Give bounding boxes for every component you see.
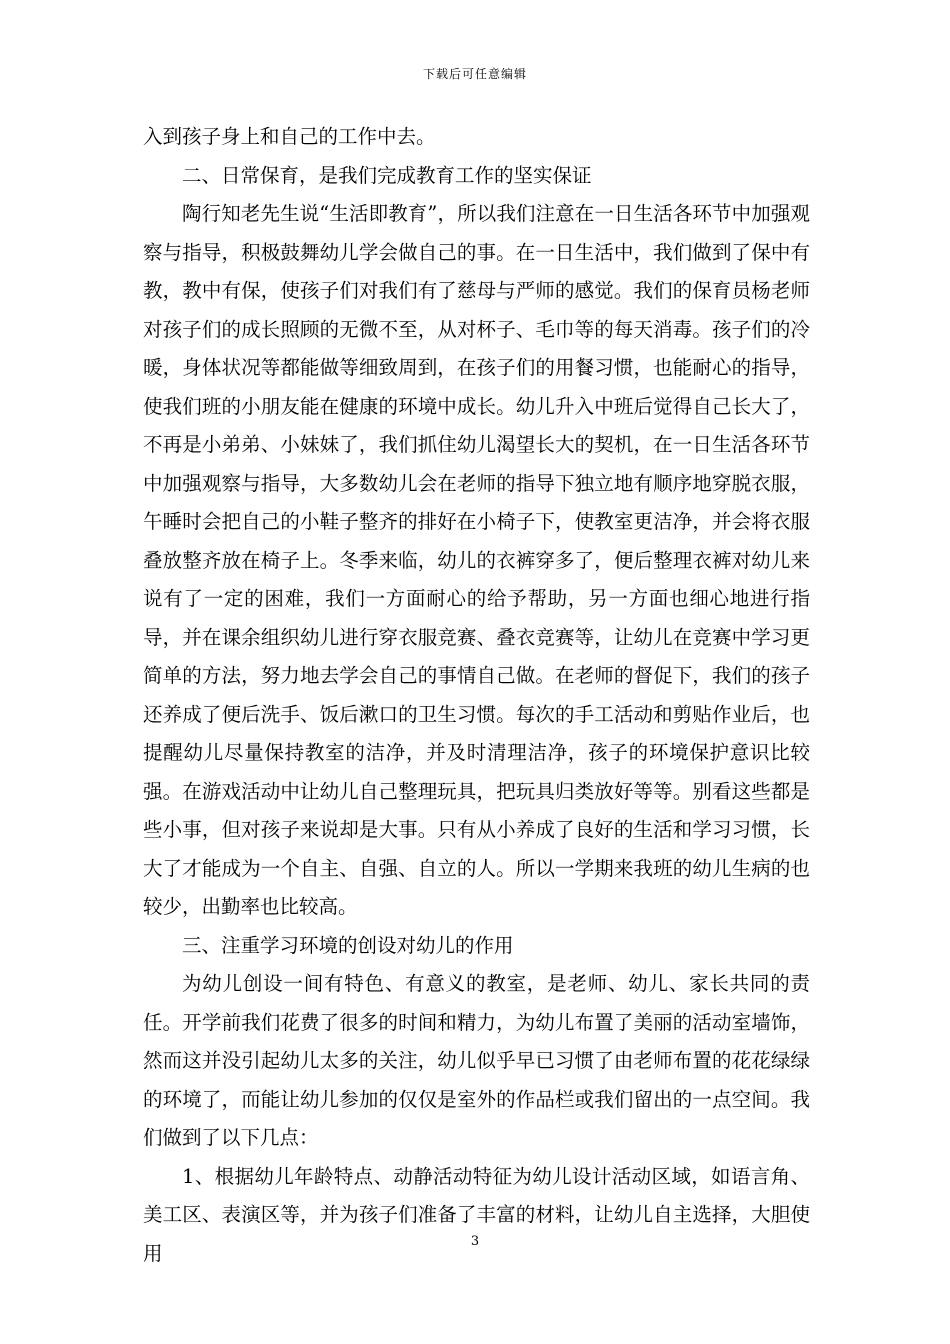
section-heading-learning-environment: 三、注重学习环境的创设对幼儿的作用	[182, 933, 514, 957]
paragraph-daily-care: 陶行知老先生说“生活即教育”，所以我们注意在一日生活各环节中加强观察与指导，积极鼓舞幼儿学会做自己的事。在一日生活中，我们做到了保中有教，教中有保，使孩子们对我们有了慈母与严师的感觉。我们的保育员杨老师对孩子们的成长照顾的无微不至，从对杯子、毛巾等的每天消毒。孩子们的冷暖，身体状况等都能做等细致周到，在孩子们的用餐习惯，也能耐心的指导，使我们班的小朋友能在健康的环境中成长。幼儿升入中班后觉得自己长大了，不再是小弟弟、小妹妹了，我们抓住幼儿渴望长大的契机，在一日生活各环节中加强观察与指导，大多数幼儿会在老师的指导下独立地有顺序地穿脱衣服，午睡时会把自己的小鞋子整齐的排好在小椅子下，使教室更洁净，并会将衣服叠放整齐放在椅子上。冬季来临，幼儿的衣裤穿多了，便后整理衣裤对幼儿来说有了一定的困难，我们一方面耐心的给予帮助，另一方面也细心地进行指导，并在课余组织幼儿进行穿衣服竞赛、叠衣竞赛等，让幼儿在竞赛中学习更简单的方法，努力地去学会自己的事情自己做。在老师的督促下，我们的孩子还养成了便后洗手、饭后漱口的卫生习惯。每次的手工活动和剪贴作业后，也提醒幼儿尽量保持教室的洁净，并及时清理洁净，孩子的环境保护意识比较强。在游戏活动中让幼儿自己整理玩具，把玩具归类放好等等。别看这些都是些小事，但对孩子来说却是大事。只有从小养成了良好的生活和学习习惯，长大了才能成为一个自主、自强、自立的人。所以一学期来我班的幼儿生病的也较少，出勤率也比较高。	[143, 202, 810, 918]
document-body	[143, 118, 810, 1273]
page-number: 3	[470, 1234, 480, 1249]
page-header: 下载后可任意编辑	[422, 67, 527, 81]
section-heading-daily-care: 二、日常保育，是我们完成教育工作的坚实保证	[182, 163, 592, 187]
paragraph-continuation: 入到孩子身上和自己的工作中去。	[143, 125, 436, 148]
paragraph-activity-areas: 1、根据幼儿年龄特点、动静活动特征为幼儿设计活动区域，如语言角、美工区、表演区等，并为孩子们准备了丰富的材料，让幼儿自主选择，大胆使用	[143, 1164, 810, 1265]
paragraph-classroom-environment: 为幼儿创设一间有特色、有意义的教室，是老师、幼儿、家长共同的责任。开学前我们花费了很多的时间和精力，为幼儿布置了美丽的活动室墙饰，然而这并没引起幼儿太多的关注，幼儿似乎早已习惯了由老师布置的花花绿绿的环境了，而能让幼儿参加的仅仅是室外的作品栏或我们留出的一点空间。我们做到了以下几点：	[143, 972, 810, 1149]
